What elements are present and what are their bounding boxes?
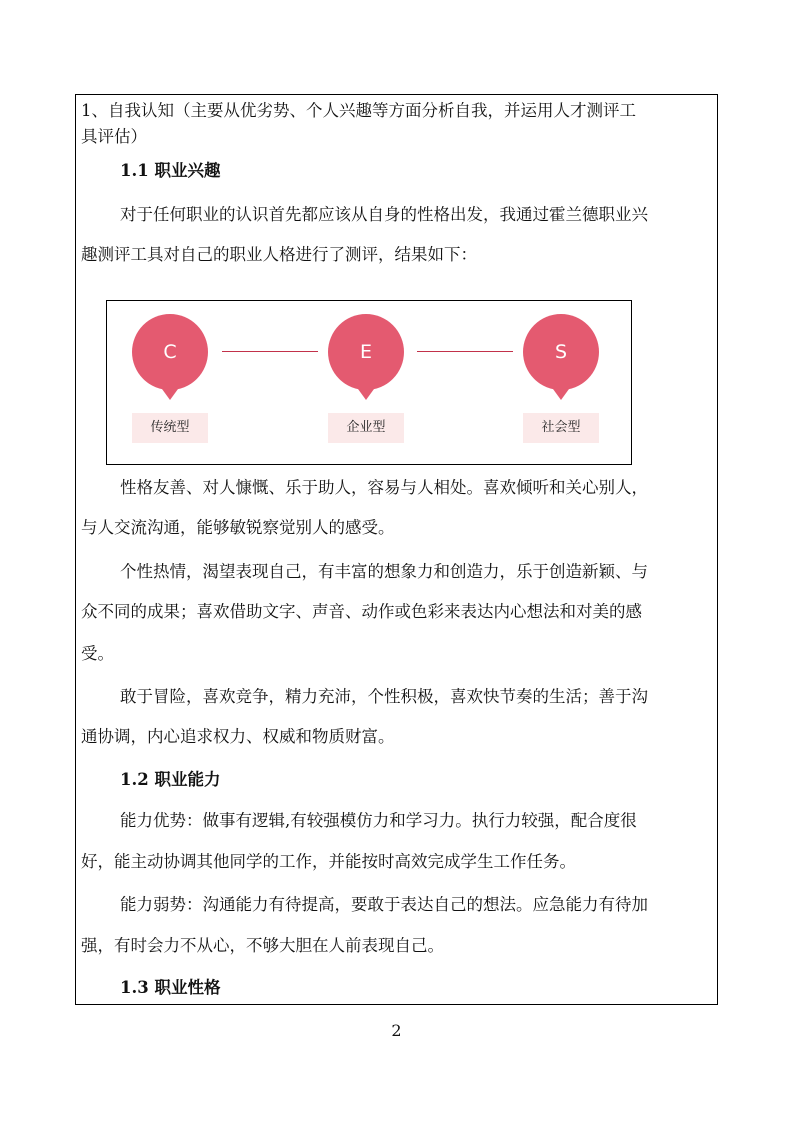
trait-paragraph-3-line-1: 敢于冒险，喜欢竞争，精力充沛，个性积极，喜欢快节奏的生活；善于沟 bbox=[120, 687, 648, 706]
connector-line-1 bbox=[222, 351, 318, 352]
trait-paragraph-2-line-1: 个性热情，渴望表现自己，有丰富的想象力和创造力，乐于创造新颖、与 bbox=[120, 562, 648, 581]
ability-weakness-line-1: 能力弱势：沟通能力有待提高，要敢于表达自己的想法。应急能力有待加 bbox=[120, 895, 648, 914]
holland-code-diagram bbox=[106, 300, 632, 465]
holland-node-c: C bbox=[132, 314, 208, 390]
personality-title: 1.3 职业性格 bbox=[120, 978, 221, 997]
pin-marker bbox=[553, 389, 569, 400]
ability-title: 1.2 职业能力 bbox=[120, 770, 221, 789]
ability-strength-line-1: 能力优势：做事有逻辑,有较强模仿力和学习力。执行力较强，配合度很 bbox=[120, 811, 637, 830]
holland-node-s: S bbox=[523, 314, 599, 390]
trait-paragraph-2-line-2: 众不同的成果；喜欢借助文字、声音、动作或色彩来表达内心想法和对美的感 bbox=[81, 602, 642, 621]
holland-label-conventional: 传统型 bbox=[132, 413, 208, 443]
interest-title: 1.1 职业兴趣 bbox=[120, 161, 221, 180]
pin-marker bbox=[358, 389, 374, 400]
section-heading-line-1: 1、自我认知（主要从优劣势、个人兴趣等方面分析自我，并运用人才测评工 bbox=[81, 101, 636, 120]
section-heading-line-2: 具评估） bbox=[81, 127, 147, 146]
ability-strength-line-2: 好，能主动协调其他同学的工作，并能按时高效完成学生工作任务。 bbox=[81, 852, 576, 871]
ability-weakness-line-2: 强，有时会力不从心，不够大胆在人前表现自己。 bbox=[81, 936, 444, 955]
pin-marker bbox=[162, 389, 178, 400]
trait-paragraph-1-line-1: 性格友善、对人慷慨、乐于助人，容易与人相处。喜欢倾听和关心别人， bbox=[120, 478, 648, 497]
interest-intro-line-2: 趣测评工具对自己的职业人格进行了测评，结果如下： bbox=[81, 245, 477, 264]
holland-label-social: 社会型 bbox=[523, 413, 599, 443]
interest-intro-line-1: 对于任何职业的认识首先都应该从自身的性格出发，我通过霍兰德职业兴 bbox=[120, 205, 648, 224]
holland-node-e: E bbox=[328, 314, 404, 390]
trait-paragraph-2-line-3: 受。 bbox=[81, 644, 114, 663]
trait-paragraph-3-line-2: 通协调，内心追求权力、权威和物质财富。 bbox=[81, 727, 395, 746]
page-number: 2 bbox=[391, 1021, 402, 1040]
holland-label-enterprising: 企业型 bbox=[328, 413, 404, 443]
trait-paragraph-1-line-2: 与人交流沟通，能够敏锐察觉别人的感受。 bbox=[81, 518, 395, 537]
connector-line-2 bbox=[417, 351, 513, 352]
